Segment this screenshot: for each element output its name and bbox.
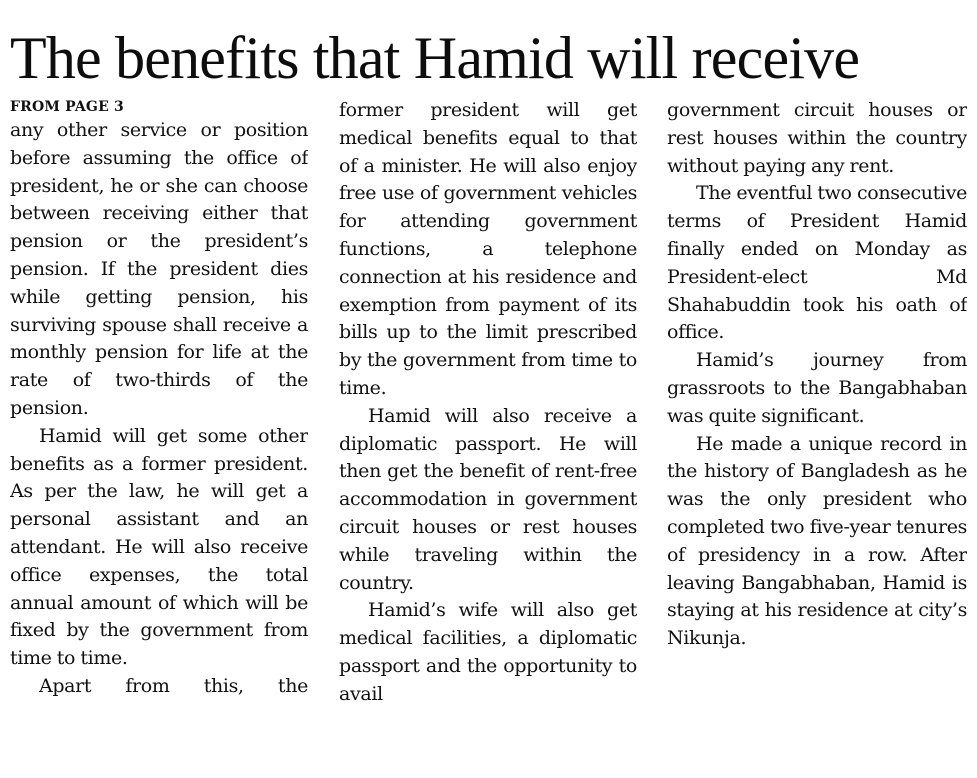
paragraph: Hamid will get some other benefits as a former president. As per the law, he will get a personal assistant and an attendant. He will also receive office expenses, the total annual amount of which will be fixed by the government from time to time. xyxy=(10,424,308,670)
headline: The benefits that Hamid will receive xyxy=(10,25,860,91)
from-page-label: FROM PAGE 3 xyxy=(10,99,124,115)
article-column-3 xyxy=(667,97,967,773)
paragraph: The eventful two consecutive terms of President Hamid finally ended on Monday as President-elect Md Shahabuddin took his oath of office. xyxy=(667,182,967,344)
paragraph: He made a unique record in the history of Bangladesh as he was the only president who completed two five-year tenures of presidency in a row. After leaving Bangabhaban, Hamid is staying at his residence at city’s Nikunja. xyxy=(667,432,967,650)
article-body xyxy=(10,97,968,773)
article-column-2 xyxy=(339,97,637,773)
paragraph: Apart from this, the xyxy=(39,674,308,697)
paragraph: any other service or position before assuming the office of president, he or she can choose between receiving either that pension or the president’s pension. If the president dies while getting pension, his surviving spouse shall receive a monthly pension for life at the rate of two-thirds of the pension. xyxy=(10,119,308,419)
paragraph: former president will get medical benefits equal to that of a minister. He will also enjoy free use of government vehicles for attending government functions, a telephone connection at his residence and exemption from payment of its bills up to the limit prescribed by the government from time to time. xyxy=(339,99,637,399)
paragraph: Hamid will also receive a diplomatic passport. He will then get the benefit of rent-free accommodation in government circuit houses or rest houses while traveling within the country. xyxy=(339,404,637,594)
paragraph: Hamid’s journey from grassroots to the Bangabhaban was quite significant. xyxy=(667,349,967,427)
article-column-1 xyxy=(10,97,308,773)
paragraph: government circuit houses or rest houses within the country without paying any rent. xyxy=(667,99,967,177)
paragraph: Hamid’s wife will also get medical facilities, a diplomatic passport and the opportunity to avail xyxy=(339,599,637,705)
